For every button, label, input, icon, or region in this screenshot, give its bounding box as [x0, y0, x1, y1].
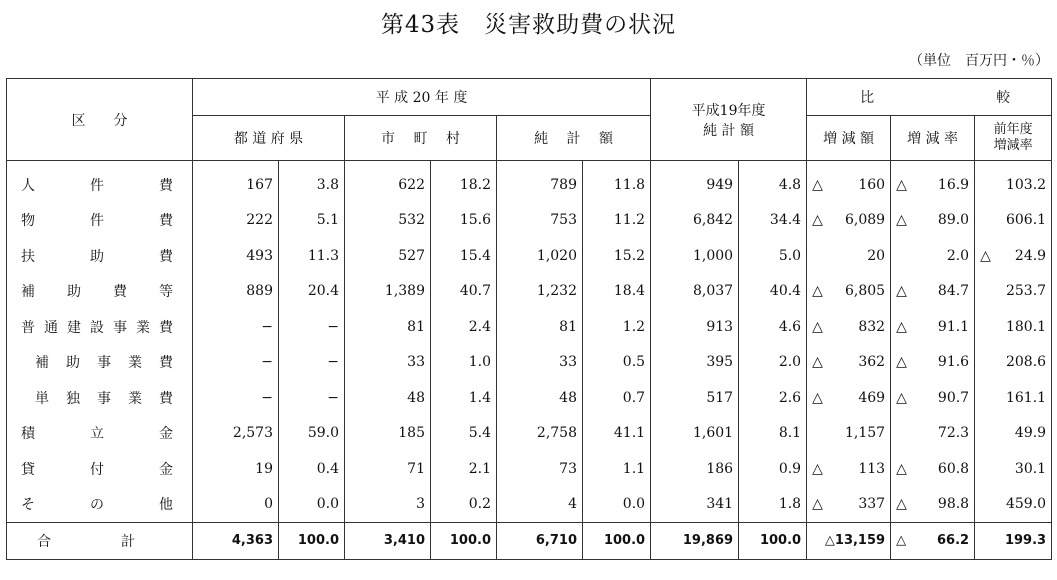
change-amount [807, 451, 891, 487]
row-label-char: 立 [90, 426, 104, 443]
header-zogenritsu: 増 減 率 [891, 116, 975, 161]
total-pref-amount: 4,363 [193, 523, 279, 560]
row-label-char: 費 [159, 248, 173, 265]
pref-ratio: − [279, 380, 345, 416]
change-amount-value: 6,089 [844, 212, 886, 229]
prev-change-rate [975, 451, 1052, 487]
row-label-char: 扶 [21, 248, 35, 265]
prev-change-rate-value: 208.6 [1005, 354, 1047, 371]
prev-change-rate [975, 203, 1052, 239]
net-ratio: 41.1 [583, 416, 651, 452]
row-label-char: の [90, 497, 104, 514]
row-label [7, 345, 193, 381]
row-label-char: 人 [21, 177, 35, 194]
change-rate [891, 203, 975, 239]
h19-ratio: 4.6 [739, 309, 807, 345]
row-label [7, 238, 193, 274]
muni-ratio: 1.4 [431, 380, 497, 416]
row-label-text [21, 175, 187, 195]
header-junkeigaku: 純 計 額 [497, 116, 651, 161]
row-label-char: 金 [159, 461, 173, 478]
unit-note: （単位 百万円・％） [909, 53, 1049, 69]
header-hikaku [807, 79, 1052, 116]
row-label-char: 費 [159, 177, 173, 194]
delta-mark: △ [896, 496, 907, 513]
change-rate-value: 2.0 [946, 247, 970, 264]
prev-change-rate-value: 30.1 [1014, 460, 1047, 477]
delta-mark: △ [896, 460, 907, 477]
pref-amount: − [193, 345, 279, 381]
row-label [7, 203, 193, 239]
row-label-char: 助 [90, 248, 104, 265]
h19-ratio: 4.8 [739, 161, 807, 203]
row-label-char: 助 [67, 284, 81, 301]
net-ratio: 11.8 [583, 161, 651, 203]
change-amount-value: 20 [867, 247, 886, 264]
pref-ratio: − [279, 345, 345, 381]
total-muni-ratio: 100.0 [431, 523, 497, 560]
change-amount [807, 309, 891, 345]
header-h19-sub: 純 計 額 [703, 122, 755, 139]
change-amount [807, 487, 891, 523]
row-label-char: 件 [90, 213, 104, 230]
row-label-char: 通 [44, 319, 58, 336]
row-label-char: 業 [128, 355, 142, 372]
h19-amount: 517 [651, 380, 739, 416]
row-label-text [21, 494, 187, 514]
change-rate [891, 309, 975, 345]
row-label-char: 設 [90, 319, 104, 336]
change-amount [807, 345, 891, 381]
muni-ratio: 1.0 [431, 345, 497, 381]
pref-ratio: 3.8 [279, 161, 345, 203]
muni-amount: 527 [345, 238, 431, 274]
net-amount: 73 [497, 451, 583, 487]
prev-change-rate [975, 345, 1052, 381]
row-label-text [21, 388, 187, 408]
row-label [7, 380, 193, 416]
prev-change-rate [975, 238, 1052, 274]
table-row [7, 203, 1052, 239]
total-h19-amount: 19,869 [651, 523, 739, 560]
change-rate-value: 84.7 [937, 283, 970, 300]
muni-ratio: 5.4 [431, 416, 497, 452]
change-amount-value: 337 [858, 496, 886, 513]
header-h19 [651, 79, 807, 161]
pref-amount: 0 [193, 487, 279, 523]
h19-amount: 913 [651, 309, 739, 345]
net-amount: 1,232 [497, 274, 583, 310]
muni-ratio: 0.2 [431, 487, 497, 523]
change-amount [807, 161, 891, 203]
change-amount [807, 203, 891, 239]
prev-change-rate-value: 606.1 [1005, 212, 1047, 229]
total-net-amount: 6,710 [497, 523, 583, 560]
delta-mark: △ [812, 460, 823, 477]
pref-amount: 222 [193, 203, 279, 239]
change-rate-value: 90.7 [937, 389, 970, 406]
total-label: 合 計 [7, 523, 193, 560]
row-label [7, 161, 193, 203]
total-prev-change-rate: 199.3 [975, 523, 1052, 560]
header-kubun: 区 分 [7, 79, 193, 161]
muni-amount: 3 [345, 487, 431, 523]
delta-mark: △ [896, 212, 907, 229]
muni-ratio: 15.6 [431, 203, 497, 239]
change-rate-value: 72.3 [937, 425, 970, 442]
total-net-ratio: 100.0 [583, 523, 651, 560]
row-label-char: 他 [159, 497, 173, 514]
prev-change-rate [975, 416, 1052, 452]
muni-ratio: 2.1 [431, 451, 497, 487]
row-label-char: 貸 [21, 461, 35, 478]
row-label-char: 件 [90, 177, 104, 194]
row-label-char: 建 [67, 319, 81, 336]
header-shichoson: 市 町 村 [345, 116, 497, 161]
change-rate [891, 274, 975, 310]
row-label [7, 274, 193, 310]
muni-amount: 48 [345, 380, 431, 416]
table-title: 第43表 災害救助費の状況 [380, 12, 677, 38]
delta-mark: △ [812, 176, 823, 193]
net-amount: 753 [497, 203, 583, 239]
row-label-char: 独 [66, 390, 80, 407]
h19-ratio: 5.0 [739, 238, 807, 274]
change-amount [807, 238, 891, 274]
disaster-relief-table [6, 78, 1052, 560]
row-label-char: 補 [21, 284, 35, 301]
net-ratio: 18.4 [583, 274, 651, 310]
net-amount: 2,758 [497, 416, 583, 452]
change-amount [807, 416, 891, 452]
muni-amount: 532 [345, 203, 431, 239]
muni-ratio: 2.4 [431, 309, 497, 345]
h19-amount: 949 [651, 161, 739, 203]
change-amount-value: 160 [858, 176, 886, 193]
row-label [7, 451, 193, 487]
net-ratio: 11.2 [583, 203, 651, 239]
h19-amount: 1,000 [651, 238, 739, 274]
table-row [7, 274, 1052, 310]
row-label-text [21, 352, 187, 372]
h19-ratio: 1.8 [739, 487, 807, 523]
muni-amount: 33 [345, 345, 431, 381]
total-pref-ratio: 100.0 [279, 523, 345, 560]
muni-ratio: 40.7 [431, 274, 497, 310]
change-rate [891, 161, 975, 203]
row-label-char: 助 [66, 355, 80, 372]
muni-amount: 71 [345, 451, 431, 487]
delta-mark: △ [896, 533, 907, 549]
net-amount: 1,020 [497, 238, 583, 274]
row-label-char: 費 [113, 284, 127, 301]
row-label-char: 物 [21, 213, 35, 230]
row-label-char: 業 [128, 390, 142, 407]
delta-mark: △ [896, 318, 907, 335]
delta-mark: △ [812, 354, 823, 371]
muni-ratio: 15.4 [431, 238, 497, 274]
h19-ratio: 2.6 [739, 380, 807, 416]
change-amount [807, 380, 891, 416]
change-amount-value: 113 [858, 460, 886, 477]
h19-ratio: 2.0 [739, 345, 807, 381]
total-row [7, 523, 1052, 560]
net-amount: 789 [497, 161, 583, 203]
row-label-char: 費 [159, 355, 173, 372]
net-amount: 33 [497, 345, 583, 381]
net-ratio: 0.5 [583, 345, 651, 381]
delta-mark: △ [812, 283, 823, 300]
change-amount-value: 362 [858, 354, 886, 371]
row-label-char: 費 [159, 213, 173, 230]
row-label-char: 単 [35, 390, 49, 407]
prev-change-rate [975, 274, 1052, 310]
table-row [7, 416, 1052, 452]
h19-ratio: 8.1 [739, 416, 807, 452]
prev-change-rate-value: 49.9 [1014, 425, 1047, 442]
table-row [7, 238, 1052, 274]
row-label-char: 事 [97, 355, 111, 372]
prev-change-rate-value: 103.2 [1005, 176, 1047, 193]
table-body [7, 161, 1052, 560]
header-h20: 平 成 20 年 度 [193, 79, 651, 116]
muni-amount: 1,389 [345, 274, 431, 310]
delta-mark: △ [896, 354, 907, 371]
row-label [7, 416, 193, 452]
prev-change-rate [975, 487, 1052, 523]
pref-amount: − [193, 380, 279, 416]
muni-amount: 622 [345, 161, 431, 203]
total-muni-amount: 3,410 [345, 523, 431, 560]
row-label-text [21, 246, 187, 266]
total-change-rate-value: 66.2 [937, 533, 970, 549]
header-hikaku-1: 比 [860, 90, 875, 106]
total-change-rate [891, 523, 975, 560]
header-zogengaku: 増 減 額 [807, 116, 891, 161]
pref-ratio: 20.4 [279, 274, 345, 310]
h19-amount: 6,842 [651, 203, 739, 239]
prev-change-rate [975, 309, 1052, 345]
h19-amount: 395 [651, 345, 739, 381]
row-label-text [21, 317, 187, 337]
change-rate-value: 98.8 [937, 496, 970, 513]
row-label-text [21, 459, 187, 479]
table-row [7, 380, 1052, 416]
row-label-text [21, 423, 187, 443]
net-ratio: 1.1 [583, 451, 651, 487]
change-rate [891, 380, 975, 416]
row-label-char: 費 [159, 319, 173, 336]
delta-mark: △ [896, 389, 907, 406]
change-amount-value: 1,157 [844, 425, 886, 442]
pref-ratio: 5.1 [279, 203, 345, 239]
change-rate [891, 451, 975, 487]
row-label [7, 309, 193, 345]
delta-mark: △ [812, 496, 823, 513]
prev-change-rate-value: 180.1 [1005, 318, 1047, 335]
header-zennen-1: 前年度 [993, 122, 1033, 137]
pref-amount: 2,573 [193, 416, 279, 452]
pref-ratio: 59.0 [279, 416, 345, 452]
row-label-char: 補 [35, 355, 49, 372]
header-todofuken: 都 道 府 県 [193, 116, 345, 161]
delta-mark: △ [812, 389, 823, 406]
pref-ratio: − [279, 309, 345, 345]
delta-mark: △ [896, 283, 907, 300]
table-row [7, 309, 1052, 345]
total-change-amount: △13,159 [807, 523, 891, 560]
row-label-char: 事 [113, 319, 127, 336]
row-label-char: 金 [159, 426, 173, 443]
table-row [7, 345, 1052, 381]
row-label-char: そ [21, 497, 35, 514]
row-label-char: 事 [97, 390, 111, 407]
header-zennen-2: 増減率 [993, 138, 1033, 153]
net-amount: 48 [497, 380, 583, 416]
header-zennen [975, 116, 1052, 161]
delta-mark: △ [896, 176, 907, 193]
pref-amount: 493 [193, 238, 279, 274]
net-ratio: 0.0 [583, 487, 651, 523]
change-amount-value: 832 [858, 318, 886, 335]
delta-mark: △ [812, 318, 823, 335]
h19-amount: 341 [651, 487, 739, 523]
h19-ratio: 34.4 [739, 203, 807, 239]
h19-amount: 186 [651, 451, 739, 487]
net-ratio: 0.7 [583, 380, 651, 416]
row-label-text [21, 281, 187, 301]
net-amount: 81 [497, 309, 583, 345]
h19-ratio: 40.4 [739, 274, 807, 310]
change-rate-value: 91.6 [937, 354, 970, 371]
row-label-char: 積 [21, 426, 35, 443]
muni-amount: 81 [345, 309, 431, 345]
table-row [7, 161, 1052, 203]
net-ratio: 15.2 [583, 238, 651, 274]
row-label [7, 487, 193, 523]
total-h19-ratio: 100.0 [739, 523, 807, 560]
prev-change-rate-value: 253.7 [1005, 283, 1047, 300]
h19-ratio: 0.9 [739, 451, 807, 487]
change-rate [891, 238, 975, 274]
prev-change-rate [975, 380, 1052, 416]
header-hikaku-2: 較 [996, 90, 1011, 106]
change-amount-value: 6,805 [844, 283, 886, 300]
muni-amount: 185 [345, 416, 431, 452]
pref-amount: 19 [193, 451, 279, 487]
table-row [7, 487, 1052, 523]
change-rate-value: 91.1 [937, 318, 970, 335]
row-label-char: 普 [21, 319, 35, 336]
delta-mark: △ [812, 212, 823, 229]
table-row [7, 451, 1052, 487]
row-label-char: 付 [90, 461, 104, 478]
change-amount [807, 274, 891, 310]
delta-mark: △ [980, 247, 991, 264]
change-rate [891, 487, 975, 523]
net-amount: 4 [497, 487, 583, 523]
prev-change-rate-value: 459.0 [1005, 496, 1047, 513]
net-ratio: 1.2 [583, 309, 651, 345]
pref-amount: − [193, 309, 279, 345]
prev-change-rate [975, 161, 1052, 203]
h19-amount: 8,037 [651, 274, 739, 310]
row-label-char: 等 [159, 284, 173, 301]
prev-change-rate-value: 161.1 [1005, 389, 1047, 406]
row-label-char: 費 [159, 390, 173, 407]
change-rate-value: 89.0 [937, 212, 970, 229]
pref-amount: 889 [193, 274, 279, 310]
change-rate-value: 60.8 [937, 460, 970, 477]
row-label-char: 業 [136, 319, 150, 336]
h19-amount: 1,601 [651, 416, 739, 452]
change-rate-value: 16.9 [937, 176, 970, 193]
change-amount-value: 469 [858, 389, 886, 406]
change-rate [891, 416, 975, 452]
pref-ratio: 0.4 [279, 451, 345, 487]
muni-ratio: 18.2 [431, 161, 497, 203]
row-label-text [21, 210, 187, 230]
pref-amount: 167 [193, 161, 279, 203]
prev-change-rate-value: 24.9 [1014, 247, 1047, 264]
change-rate [891, 345, 975, 381]
pref-ratio: 0.0 [279, 487, 345, 523]
header-h19-title: 平成19年度 [691, 102, 766, 119]
pref-ratio: 11.3 [279, 238, 345, 274]
